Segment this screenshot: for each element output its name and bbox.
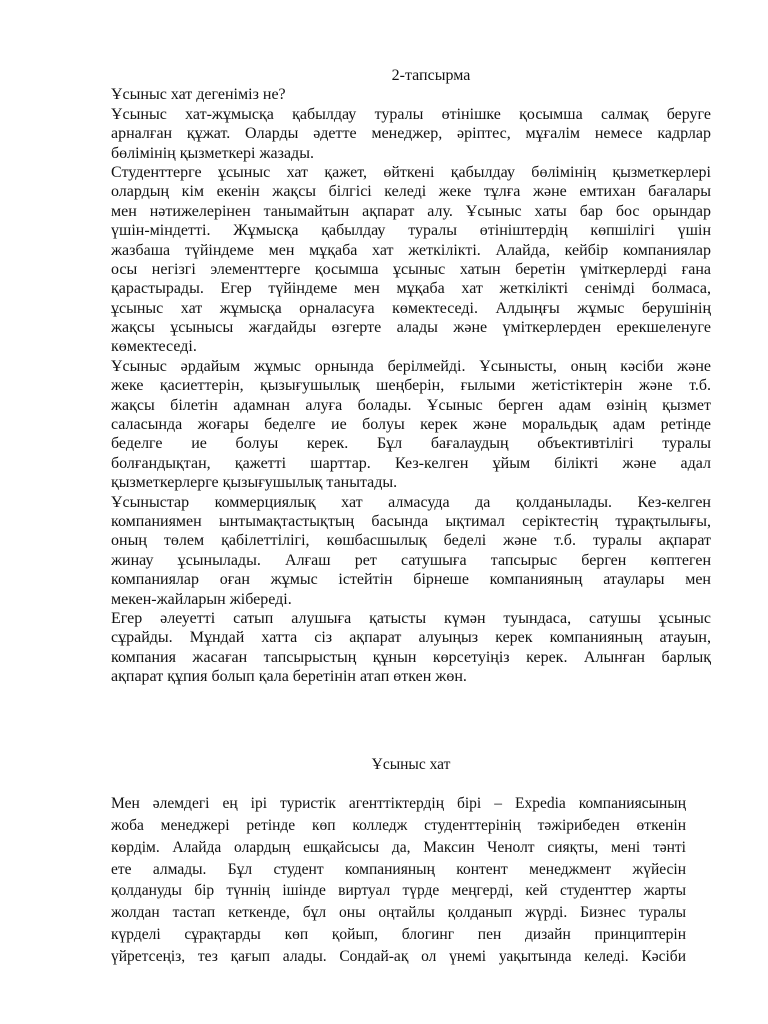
- text-line: жеке қасиеттерін, қызығушылық шеңберін, ғылыми жетістіктерін және т.б.: [111, 377, 711, 395]
- text-line: үйретсеңіз, тез қағып алады. Сондай-ақ ол үнемі уақытында келеді. Кәсіби: [111, 948, 686, 966]
- text-line: Егер әлеуетті сатып алушыға қатысты күмән туындаса, сатушы ұсыныс: [111, 609, 711, 627]
- text-line: жазбаша түйіндеме мен мұқаба хат жеткілікті. Алайда, кейбір компаниялар: [111, 241, 711, 259]
- text-line: қолдануды бір түннің ішінде виртуал түрде меңгерді, кей студенттер жарты: [111, 882, 686, 900]
- text-line: көрдім. Алайда олардың ешқайсысы да, Максин Ченолт сияқты, мені тәнті: [111, 838, 686, 856]
- text-line: қарастырады. Егер түйіндеме мен мұқаба хат жеткілікті сенімді болмаса,: [111, 280, 711, 298]
- text-line: мекен-жайларын жібереді.: [111, 590, 292, 608]
- section-heading: 2-тапсырма: [391, 67, 471, 84]
- letter-heading: Ұсыныс хат: [371, 756, 451, 773]
- text-line: олардың кім екенін жақсы білгісі келеді жеке тұлға және емтихан бағалары: [111, 183, 711, 201]
- paragraph-1: [111, 105, 711, 163]
- paragraph-3: [111, 357, 711, 493]
- text-line: ақпарат құпия болып қала беретінін атап өткен жөн.: [111, 668, 467, 686]
- text-line: үшін-міндетті. Жұмысқа қабылдау туралы өтініштердің көпшілігі үшін: [111, 222, 711, 240]
- section-recommendation-letter: [111, 754, 711, 968]
- text-line: жақсы білетін адамнан алуға болады. Ұсыныс берген адам өзінің қызмет: [111, 396, 711, 414]
- question-line: Ұсыныс хат дегеніміз не?: [111, 86, 286, 104]
- text-line: бөлімінің қызметкері жазады.: [111, 144, 314, 162]
- text-line: ұсыныс хат жұмысқа орналасуға көмектеседі. Алдыңғы жұмыс берушінің: [111, 299, 711, 317]
- text-line: саласында жоғары беделге ие болуы керек және моральдық адам ретінде: [111, 416, 711, 434]
- text-line: Ұсыныс хат-жұмысқа қабылдау туралы өтінішке қосымша салмақ беруге: [111, 105, 711, 123]
- text-line: қызметкерлерге қызығушылық танытады.: [111, 474, 398, 492]
- text-line: арналған құжат. Оларды әдетте менеджер, әріптес, мұғалім немесе кадрлар: [111, 125, 711, 143]
- text-line: Студенттерге ұсыныс хат қажет, өйткені қабылдау бөлімінің қызметкерлері: [111, 163, 711, 181]
- text-line: компания жасаған тапсырыстың құнын көрсетуіңіз керек. Алынған барлық: [111, 648, 711, 666]
- text-line: сұрайды. Мұндай хатта сіз ақпарат алуыңыз керек компанияның атауын,: [111, 629, 711, 647]
- text-line: жоба менеджері ретінде көп колледж студенттерінің тәжірибеден өткенін: [111, 816, 686, 834]
- text-line: беделге ие болуы керек. Бұл бағалаудың объективтілігі туралы: [111, 435, 711, 453]
- paragraph-4: [111, 493, 711, 609]
- text-line: осы негізгі элементтерге қосымша ұсыныс хатын беретін үміткерлерді ғана: [111, 260, 711, 278]
- text-line: Мен әлемдегі ең ірі туристік агенттіктердің бірі – Expedia компаниясының: [111, 794, 686, 812]
- text-line: оның төлем қабілеттілігі, көшбасшылық беделі және т.б. туралы ақпарат: [111, 532, 711, 550]
- text-line: жақсы ұсынысы жағдайды өзгерте алады және үміткерлерден ерекшеленуге: [111, 319, 711, 337]
- text-line: жинау ұсынылады. Алғаш рет сатушыға тапсырыс берген көптеген: [111, 551, 711, 569]
- paragraph-5: [111, 609, 711, 687]
- text-line: Ұсыныс әрдайым жұмыс орнында берілмейді. Ұсынысты, оның кәсіби және: [111, 357, 711, 375]
- section-task-2: [111, 66, 711, 687]
- text-line: жолдан тастап кеткенде, бұл оны оңтайлы қолданып жүрді. Бизнес туралы: [111, 904, 686, 922]
- letter-body: [111, 793, 711, 968]
- paragraph-2: [111, 163, 711, 357]
- text-line: компаниялар оған жұмыс істейтін бірнеше компанияның атаулары мен: [111, 571, 711, 589]
- text-line: компаниямен ынтымақтастықтың басында ықтимал серіктестің тұрақтылығы,: [111, 512, 711, 530]
- text-line: ете алмады. Бұл студент компанияның контент менеджмент жүйесін: [111, 860, 686, 878]
- text-line: мен нәтижелерінен танымайтын ақпарат алу. Ұсыныс хаты бар бос орындар: [111, 202, 711, 220]
- text-line: күрделі сұрақтарды көп қойып, блогинг пен дизайн принциптерін: [111, 926, 686, 944]
- text-line: Ұсыныстар коммерциялық хат алмасуда да қолданылады. Кез-келген: [111, 493, 711, 511]
- text-line: көмектеседі.: [111, 338, 197, 356]
- text-line: болғандықтан, қажетті шарттар. Кез-келген ұйым білікті және адал: [111, 454, 711, 472]
